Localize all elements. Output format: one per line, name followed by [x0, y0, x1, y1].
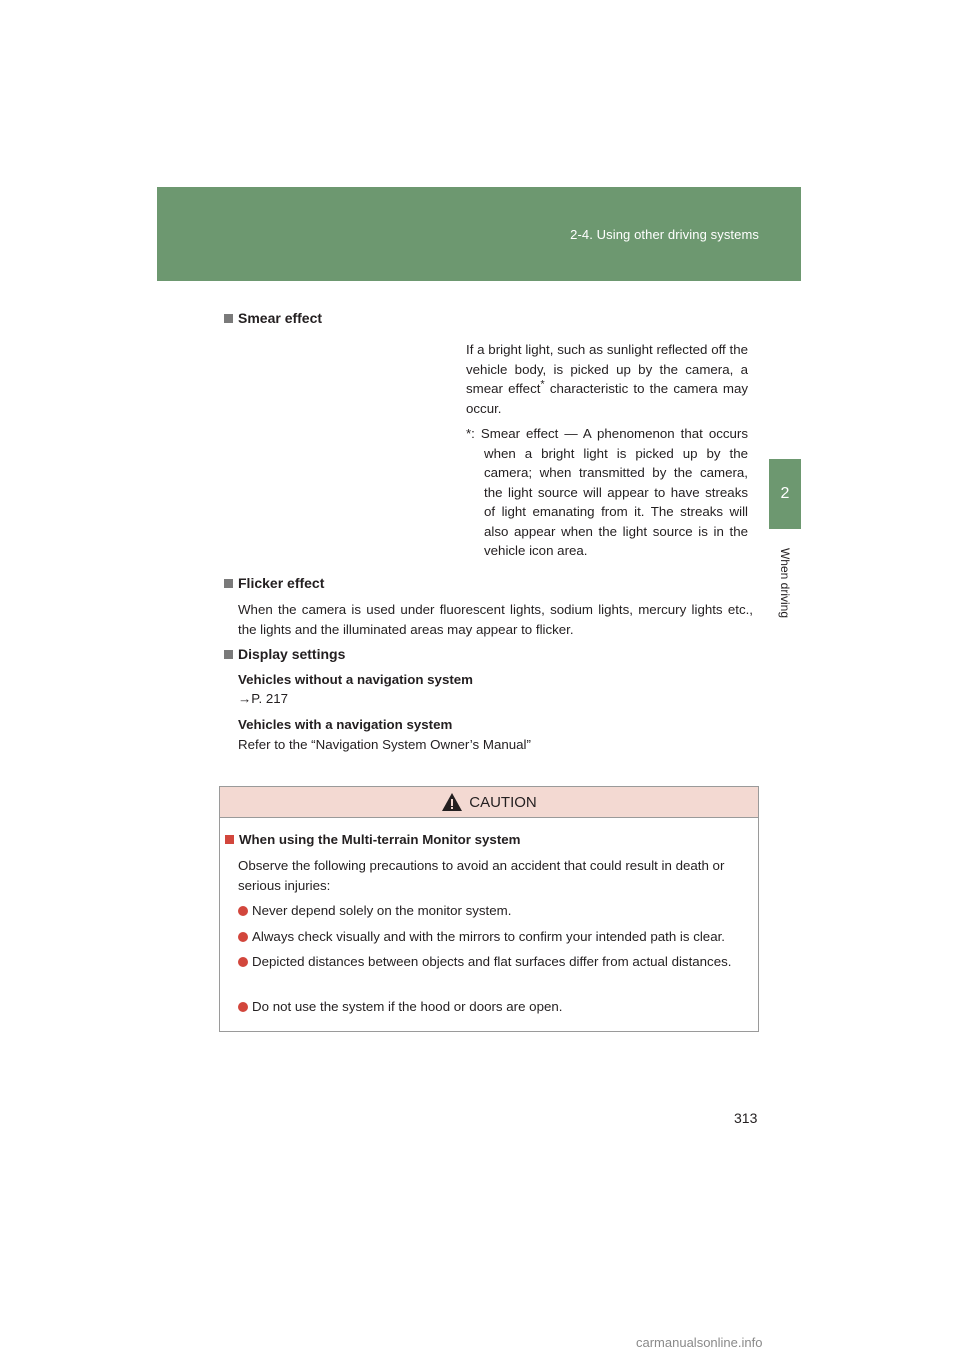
flicker-text: When the camera is used under fluorescent lights, sodium lights, mercury lights etc., the lights and the illuminated areas may appear to flicker.	[238, 602, 753, 637]
square-bullet-icon	[225, 835, 234, 844]
caution-header	[220, 787, 758, 818]
smear-description: If a bright light, such as sunlight reflected off the vehicle body, is picked up by the camera, a smear effect* characteristic to the camera may occur.	[466, 342, 748, 416]
chapter-number: 2	[780, 485, 790, 502]
chapter-label-wrap	[769, 540, 801, 625]
display-heading: Display settings	[224, 646, 345, 662]
square-bullet-icon	[224, 314, 233, 323]
bullet-dot-icon	[238, 1002, 248, 1012]
asterisk-mark: *	[540, 378, 545, 391]
caution-box	[219, 786, 759, 1032]
header-band	[157, 187, 801, 281]
chapter-label: When driving	[778, 547, 792, 618]
caution-bullet: Always check visually and with the mirrors to confirm your intended path is clear.	[238, 927, 754, 947]
bullet-dot-icon	[238, 906, 248, 916]
bullet-dot-icon	[238, 932, 248, 942]
with-nav-text: Refer to the “Navigation System Owner’s Manual”	[238, 737, 531, 752]
page-number: 313	[734, 1110, 758, 1126]
with-nav-label: Vehicles with a navigation system	[238, 717, 453, 732]
without-nav-label: Vehicles without a navigation system	[238, 672, 473, 687]
caution-title: CAUTION	[469, 793, 537, 811]
caution-intro: Observe the following precautions to avoid an accident that could result in death or serious injuries:	[238, 858, 725, 893]
watermark: carmanualsonline.info	[636, 1335, 763, 1350]
chapter-tab	[769, 459, 801, 529]
square-bullet-icon	[224, 650, 233, 659]
caution-heading: When using the Multi-terrain Monitor system	[225, 832, 520, 847]
section-title: 2-4. Using other driving systems	[570, 227, 759, 242]
caution-bullet: Do not use the system if the hood or doors are open.	[238, 997, 754, 1017]
bullet-dot-icon	[238, 957, 248, 967]
warning-triangle-icon	[441, 792, 463, 812]
smear-footnote: *: Smear effect — A phenomenon that occurs when a bright light is picked up by the camera; when transmitted by the camera, the light source will appear to have streaks of light emanating from it. The streaks will also appear when the light source is in the vehicle icon area.	[466, 426, 748, 558]
caution-bullet: Depicted distances between objects and flat surfaces differ from actual distances.	[238, 952, 754, 972]
flicker-heading: Flicker effect	[224, 575, 324, 591]
page-reference-link[interactable]: →P. 217	[238, 691, 289, 706]
square-bullet-icon	[224, 579, 233, 588]
caution-bullet: Never depend solely on the monitor system.	[238, 901, 754, 921]
smear-heading: Smear effect	[224, 310, 322, 326]
